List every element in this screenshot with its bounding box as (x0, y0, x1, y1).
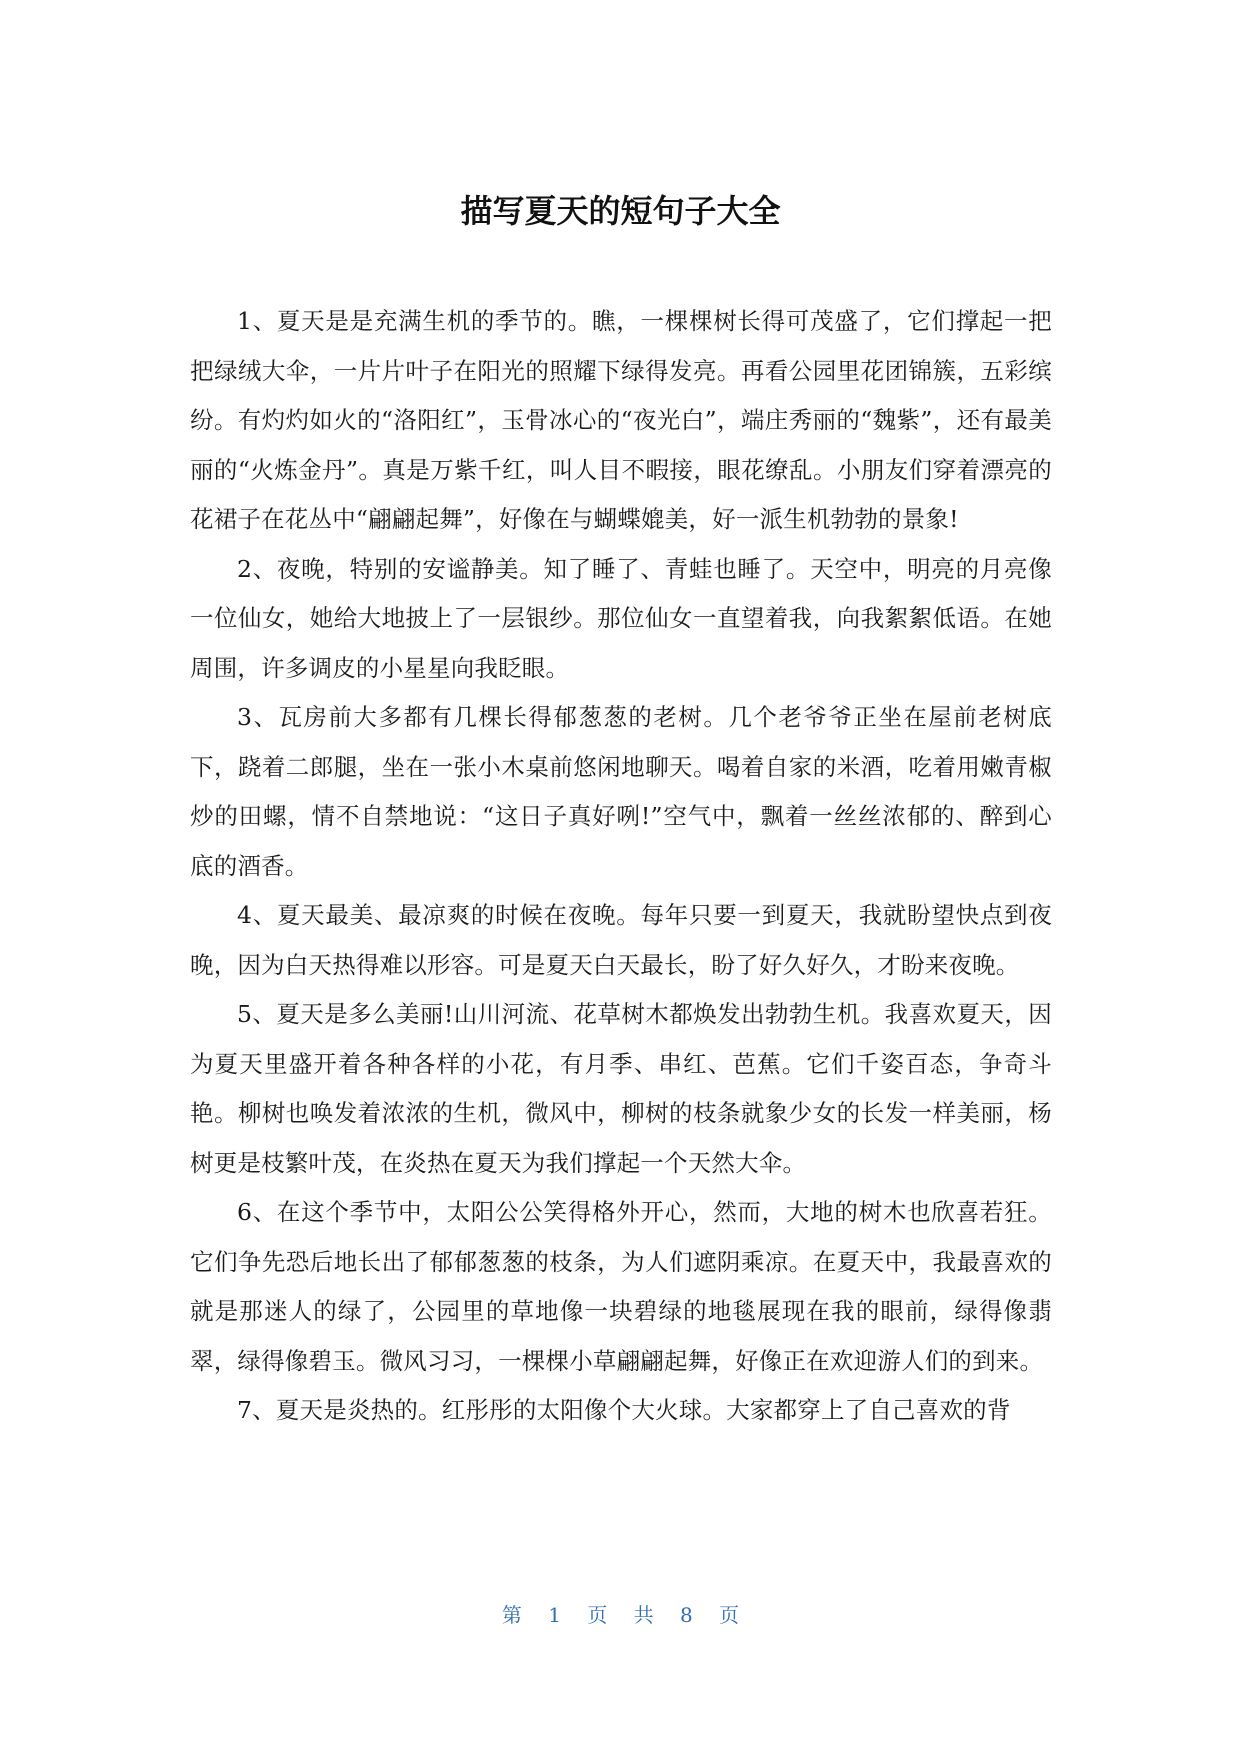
footer-label-end: 页 (719, 1603, 740, 1627)
footer-current-page: 1 (548, 1603, 561, 1627)
paragraph-4: 4、夏天最美、最凉爽的时候在夜晚。每年只要一到夏天，我就盼望快点到夜晚，因为白天热得难以形容。可是夏天白天最长，盼了好久好久，才盼来夜晚。 (190, 901, 1052, 979)
footer-total-pages: 8 (680, 1603, 693, 1627)
paragraph-5: 5、夏天是多么美丽!山川河流、花草树木都焕发出勃勃生机。我喜欢夏天，因为夏天里盛开着各种各样的小花，有月季、串红、芭蕉。它们千姿百态，争奇斗艳。柳树也唤发着浓浓的生机，微风中，柳树的枝条就象少女的长发一样美丽，杨树更是枝繁叶茂，在炎热在夏天为我们撑起一个天然大伞。 (190, 1000, 1052, 1177)
paragraph-2: 2、夜晚，特别的安谧静美。知了睡了、青蛙也睡了。天空中，明亮的月亮像一位仙女，她给大地披上了一层银纱。那位仙女一直望着我，向我絮絮低语。在她周围，许多调皮的小星星向我眨眼。 (190, 554, 1052, 682)
footer-label-of: 页 (587, 1603, 608, 1627)
paragraph-7: 7、夏天是炎热的。红彤彤的太阳像个大火球。大家都穿上了自己喜欢的背 (237, 1396, 1011, 1424)
page-footer (0, 1600, 1241, 1630)
document-body (190, 297, 1052, 1436)
footer-label-page: 第 (501, 1603, 522, 1627)
paragraph-6: 6、在这个季节中，太阳公公笑得格外开心，然而，大地的树木也欣喜若狂。它们争先恐后地长出了郁郁葱葱的枝条，为人们遮阴乘凉。在夏天中，我最喜欢的就是那迷人的绿了，公园里的草地像一块碧绿的地毯展现在我的眼前，绿得像翡翠，绿得像碧玉。微风习习，一棵棵小草翩翩起舞，好像正在欢迎游人们的到来。 (190, 1198, 1052, 1375)
footer-label-total: 共 (633, 1603, 654, 1627)
paragraph-3: 3、瓦房前大多都有几棵长得郁葱葱的老树。几个老爷爷正坐在屋前老树底下，跷着二郎腿，坐在一张小木桌前悠闲地聊天。喝着自家的米酒，吃着用嫩青椒炒的田螺，情不自禁地说：“这日子真好咧!”空气中，飘着一丝丝浓郁的、醉到心底的酒香。 (190, 703, 1052, 880)
paragraph-1: 1、夏天是是充满生机的季节的。瞧，一棵棵树长得可茂盛了，它们撑起一把把绿绒大伞，一片片叶子在阳光的照耀下绿得发亮。再看公园里花团锦簇，五彩缤纷。有灼灼如火的“洛阳红”，玉骨冰心的“夜光白”，端庄秀丽的“魏紫”，还有最美丽的“火炼金丹”。真是万紫千红，叫人目不暇接，眼花缭乱。小朋友们穿着漂亮的花裙子在花丛中“翩翩起舞”，好像在与蝴蝶媲美，好一派生机勃勃的景象! (190, 307, 1052, 533)
page-title: 描写夏天的短句子大全 (460, 192, 781, 230)
